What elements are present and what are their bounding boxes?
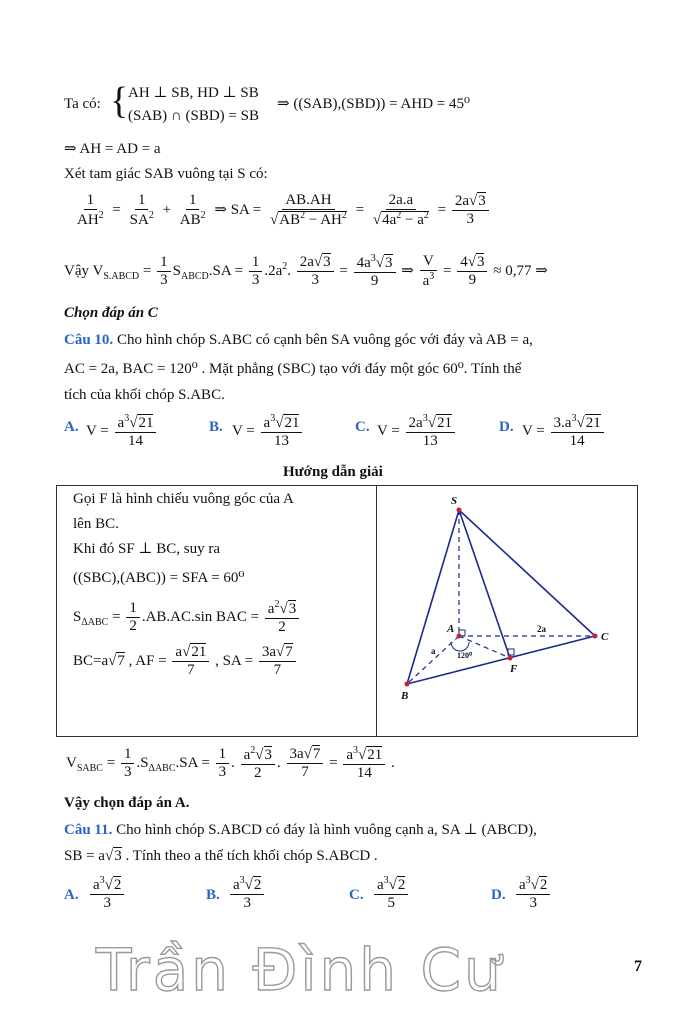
vsabc-formula: $V_{SABC}$ = $\frac{1}{3}$ $.S_{\Delta ABC}.SA$ = $\frac{1}{3}$ . $\frac{a^2√3}{2}$ . $\frac{3a√7}{7}$ = $\frac{a^3√21}{14}$ . (66, 745, 395, 781)
sa-formula: $\frac{1}{AH^2}$ = $\frac{1}{SA^2}$ + $\frac{1}{AB^2}$ ⇒ SA = $\frac{AB.AH}{√AB^2 - AH^2}$ = $\frac{2a.a}{√4a^2 - a^2}$ = $\frac{2a√3}{3}$ (72, 193, 491, 228)
option-b-label[interactable]: B. (209, 419, 223, 435)
c11-option-b[interactable]: B. (206, 887, 220, 903)
box-line1: Gọi F là hình chiếu vuông góc của A (73, 491, 294, 507)
box-line3: Khi đó SF ⊥ BC, suy ra (73, 541, 221, 557)
cau11-line1 (64, 823, 537, 838)
volume-line: Vậy $V_{S.ABCD}$ = $\frac{1}{3}$ $S_{ABCD}.SA$ = $\frac{1}{3}$ $.2a^2$. $\frac{2a√3}{3}$ = $\frac{4a^3√3}{9}$ ⇒ $\frac{V}{a^3}$ = $\frac{4√3}{9}$ ≈ 0,77 ⇒ (64, 253, 548, 289)
system-brace: { (110, 80, 129, 122)
label-a-edge: a (431, 646, 436, 656)
cau11-text2: . Tính theo a thể tích khối chóp S.ABCD . (125, 848, 378, 864)
cau10-label: Câu 10. (64, 332, 114, 348)
c11-option-a[interactable]: A. (64, 887, 79, 903)
cau10-line3: tích của khối chóp S.ABC. (64, 387, 225, 403)
system-line-1: AH ⊥ SB, HD ⊥ SB (128, 85, 259, 101)
cau10-text1: Cho hình chóp S.ABC có cạnh bên SA vuông góc với đáy và AB = a, (116, 332, 533, 348)
xet-tam-giac: Xét tam giác SAB vuông tại S có: (64, 166, 268, 182)
watermark: Trần Đình Cư (96, 936, 504, 1004)
box-line2: lên BC. (73, 516, 119, 532)
label-c: C (601, 631, 609, 643)
label-2a: 2a (537, 624, 546, 634)
pyramid-diagram (377, 486, 637, 736)
c11-option-c[interactable]: C. (349, 887, 364, 903)
area-formula: $S_{\Delta ABC}$ = $\frac{1}{2}$ .AB.AC.sin BAC = $\frac{a^2√3}{2}$ (73, 600, 301, 635)
label-a: A (447, 623, 455, 635)
box-line4: ((SBC),(ABC)) = SFA = 60⁰ (73, 570, 245, 586)
ta-co-label: Ta có: (64, 96, 101, 112)
approx-value: ≈ 0,77 ⇒ (493, 262, 548, 279)
label-b: B (401, 690, 409, 702)
cau11-line2: SB = a√3 . Tính theo a thể tích khối chóp S.ABCD . (64, 848, 378, 864)
c11-option-d[interactable]: D. (491, 887, 506, 903)
cau10-line1 (64, 333, 533, 348)
label-f: F (510, 663, 518, 675)
option-d-label[interactable]: D. (499, 419, 514, 435)
cau11-text1: Cho hình chóp S.ABCD có đáy là hình vuông cạnh a, SA ⊥ (ABCD), (116, 822, 537, 838)
vay-label: Vậy (64, 262, 89, 279)
cau11-label: Câu 11. (64, 822, 113, 838)
system-line-2: (SAB) ∩ (SBD) = SB (128, 108, 259, 124)
chon-dap-an-c: Chọn đáp án C (64, 305, 158, 321)
system-result: ⇒ ((SAB),(SBD)) = AHD = 45⁰ (277, 96, 471, 112)
bc-af-sa: BC=a√7 , AF = $\frac{a√21}{7}$ , SA = $\frac{3a√7}{7}$ (73, 645, 301, 678)
page-number: 7 (634, 958, 642, 975)
solution-box (56, 485, 638, 737)
option-a-label[interactable]: A. (64, 419, 79, 435)
vay-chon-a: Vậy chọn đáp án A. (64, 795, 190, 811)
ah-ad-line: ⇒ AH = AD = a (64, 141, 161, 157)
option-c-label[interactable]: C. (355, 419, 370, 435)
cau10-line2: AC = 2a, BAC = 120⁰ . Mặt phẳng (SBC) tạo với đáy một góc 60⁰. Tính thể (64, 361, 522, 377)
huong-dan-title: Hướng dẫn giải (283, 464, 383, 480)
label-angle: 120⁰ (457, 651, 473, 660)
label-s: S (451, 495, 458, 507)
